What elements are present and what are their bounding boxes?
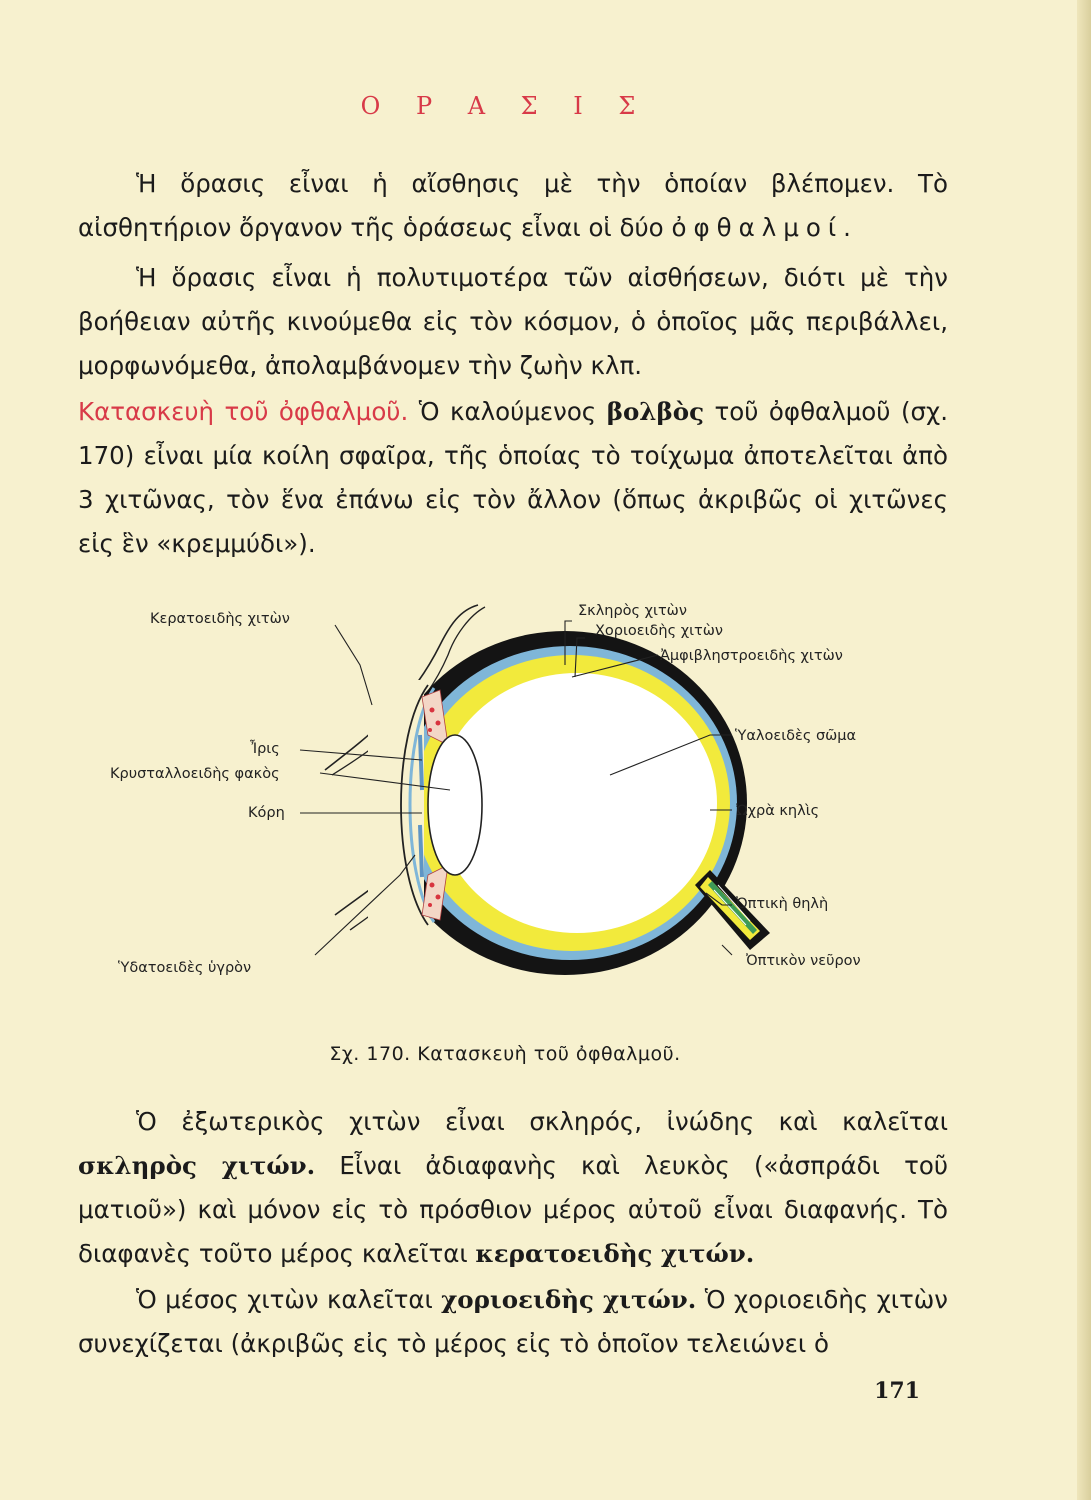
paragraph-3 [78, 390, 948, 566]
label-cornea: Κερατοειδὴς χιτὼν [150, 611, 290, 627]
iris-dot-2 [436, 721, 441, 726]
label-optic-disc: Ὀπτικὴ θηλὴ [736, 896, 829, 912]
label-choroid: Χοριοειδὴς χιτὼν [595, 623, 723, 639]
label-optic-nerve: Ὀπτικὸν νεῦρον [746, 953, 861, 969]
lens-shape [428, 735, 482, 875]
iris-dot-6 [428, 903, 432, 907]
paragraph-4 [78, 1100, 948, 1276]
figure-caption: Σχ. 170. Κατασκευὴ τοῦ ὀφθαλμοῦ. [329, 1043, 681, 1065]
label-lens: Κρυσταλλοειδὴς φακὸς [110, 766, 280, 782]
paragraph-3-bold: βολβὸς [606, 397, 705, 426]
page-number: 171 [874, 1378, 920, 1404]
label-macula: Ὠχρὰ κηλὶς [736, 803, 820, 819]
paragraph-5-bold: χοριοειδὴς χιτών. [441, 1285, 697, 1314]
eye-diagram [110, 585, 910, 1005]
iris-lower [420, 825, 422, 877]
label-vitreous: Ὑαλοειδὲς σῶμα [735, 728, 857, 744]
paragraph-3-text-a: Ὁ καλούμενος [408, 397, 607, 426]
label-aqueous: Ὑδατοειδὲς ὑγρὸν [118, 960, 252, 976]
paragraph-5-text-a: Ὁ μέσος χιτὼν καλεῖται [136, 1285, 442, 1314]
section-title: Κατασκευὴ τοῦ ὀφθαλμοῦ. [78, 397, 409, 426]
paragraph-4-bold-a: σκληρὸς χιτών. [78, 1151, 316, 1180]
iris-dot-3 [428, 728, 432, 732]
paragraph-5-text-b: Ὁ χοριοειδὴς χιτὼν συνεχίζεται (ἀκριβῶς εἰς τὸ μέρος εἰς τὸ ὁποῖον τελειώνει ὁ [78, 1285, 948, 1358]
label-retina: Ἀμφιβληστροειδὴς χιτὼν [660, 648, 843, 664]
page-edge [1077, 0, 1091, 1500]
paragraph-4-text-b: Εἶναι ἀδιαφανὴς καὶ λευκὸς («ἀσπράδι τοῦ ματιοῦ») καὶ μόνον εἰς τὸ πρόσθιον μέρος αὐτοῦ εἶναι διαφανής. Τὸ διαφανὲς τοῦτο μέρος καλεῖται [78, 1151, 948, 1268]
paragraph-2 [78, 256, 948, 388]
paragraph-1-text: Ἡ ὅρασις εἶναι ἡ αἴσθησις μὲ τὴν ὁποίαν βλέπομεν. Τὸ αἰσθητήριον ὄργανον τῆς ὁράσεως εἶναι οἱ δύο [78, 169, 948, 242]
iris-upper [420, 735, 422, 790]
label-pupil: Κόρη [248, 805, 285, 821]
page-heading: Ο Ρ Α Σ Ι Σ [360, 92, 650, 120]
iris-dot-4 [430, 883, 435, 888]
paragraph-1 [78, 162, 948, 250]
paragraph-2-text: Ἡ ὅρασις εἶναι ἡ πολυτιμοτέρα τῶν αἰσθήσεων, διότι μὲ τὴν βοήθειαν αὐτῆς κινούμεθα εἰς τὸν κόσμον, ὁ ὁποῖος μᾶς περιβάλλει, μορφωνόμεθα, ἀπολαμβάνομεν τὴν ζωὴν κλπ. [78, 263, 948, 380]
paragraph-3-text-b: τοῦ ὀφθαλμοῦ (σχ. 170) εἶναι μία κοίλη σφαῖρα, τῆς ὁποίας τὸ τοίχωμα ἀποτελεῖται ἀπὸ 3 χιτῶνας, τὸν ἕνα ἐπάνω εἰς τὸν ἄλλον (ὅπως ἀκριβῶς οἱ χιτῶνες εἰς ἓν «κρεμμύδι»). [78, 397, 948, 558]
paragraph-1-spaced: ὀφθαλμοί. [671, 213, 858, 242]
paragraph-4-text-a: Ὁ ἐξωτερικὸς χιτὼν εἶναι σκληρός, ἰνώδης καὶ καλεῖται [136, 1107, 948, 1136]
iris-dot-1 [430, 708, 435, 713]
label-sclera: Σκληρὸς χιτὼν [578, 603, 687, 619]
paragraph-4-bold-b: κερατοειδὴς χιτών. [475, 1239, 755, 1268]
paragraph-5 [78, 1278, 948, 1366]
label-iris: Ἶρις [250, 741, 280, 757]
iris-dot-5 [436, 895, 441, 900]
